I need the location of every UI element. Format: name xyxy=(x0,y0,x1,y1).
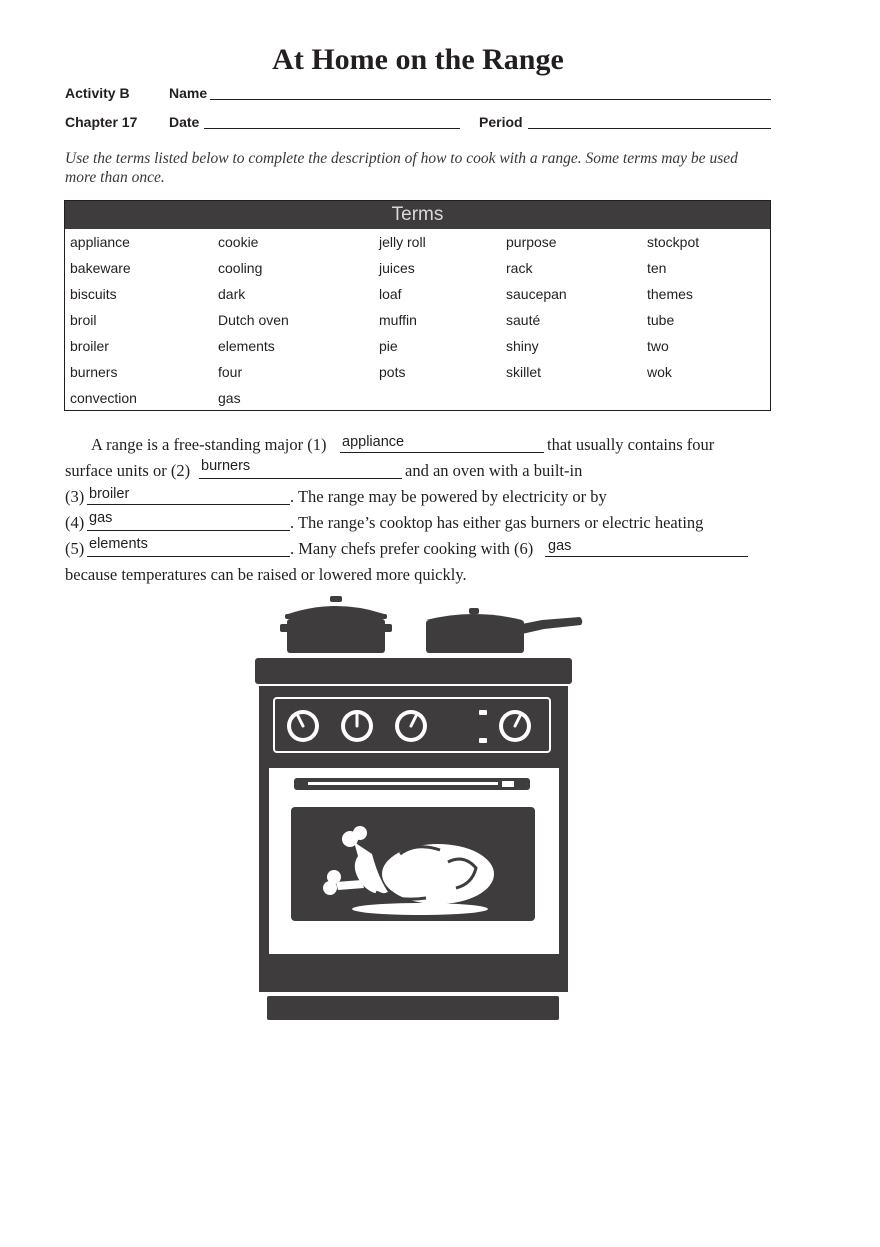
page-title: At Home on the Range xyxy=(272,43,564,76)
name-field[interactable] xyxy=(210,99,771,100)
answer-blank-1[interactable] xyxy=(340,452,544,453)
answer-3: broiler xyxy=(89,486,130,502)
date-label: Date xyxy=(169,114,200,130)
passage-line-2b: and an oven with a built-in xyxy=(405,461,583,480)
stockpot-lid xyxy=(288,606,384,614)
passage-line-3a: (3) xyxy=(65,487,85,506)
stockpot-handle-right xyxy=(383,624,392,632)
stockpot-body xyxy=(287,619,385,653)
term-item: Dutch oven xyxy=(218,312,289,328)
term-item: pots xyxy=(379,364,406,380)
terms-heading: Terms xyxy=(65,201,770,229)
term-item: cooling xyxy=(218,260,263,276)
term-item: muffin xyxy=(379,312,417,328)
term-item: ten xyxy=(647,260,667,276)
answer-blank-4[interactable] xyxy=(87,530,290,531)
term-item: biscuits xyxy=(70,286,117,302)
term-item: broil xyxy=(70,312,97,328)
passage-line-1b: that usually contains four xyxy=(547,435,715,454)
platter xyxy=(352,903,488,915)
oven-base-drawer xyxy=(267,996,559,1020)
passage-line-3b: . The range may be powered by electricity or by xyxy=(290,487,607,506)
passage-line-2a: surface units or (2) xyxy=(65,461,191,480)
term-item: wok xyxy=(647,364,672,380)
period-field[interactable] xyxy=(528,128,771,129)
answer-2: burners xyxy=(201,458,251,474)
term-item: loaf xyxy=(379,286,402,302)
answer-5: elements xyxy=(89,536,148,552)
stove-icon xyxy=(250,592,590,1024)
stockpot-rim xyxy=(285,614,387,619)
term-item: pie xyxy=(379,338,398,354)
answer-blank-2[interactable] xyxy=(199,478,402,479)
term-item: stockpot xyxy=(647,234,700,250)
saucepan-lid xyxy=(426,614,522,620)
saucepan-body xyxy=(426,620,524,653)
indicator-light-2 xyxy=(479,738,487,743)
term-item: burners xyxy=(70,364,118,380)
cooktop xyxy=(255,658,572,684)
turkey-body xyxy=(382,844,494,904)
term-item: cookie xyxy=(218,234,259,250)
answer-blank-3[interactable] xyxy=(87,504,290,505)
name-label: Name xyxy=(169,85,208,101)
saucepan-lid-knob xyxy=(469,608,479,614)
stockpot-handle-left xyxy=(280,624,289,632)
term-item: rack xyxy=(506,260,533,276)
date-field[interactable] xyxy=(204,128,460,129)
answer-4: gas xyxy=(89,510,113,526)
passage-line-4b: . The range’s cooktop has either gas burners or electric heating xyxy=(290,513,704,532)
term-item: tube xyxy=(647,312,675,328)
term-item: shiny xyxy=(506,338,539,354)
term-item: four xyxy=(218,364,243,380)
passage-line-5b: . Many chefs prefer cooking with (6) xyxy=(290,539,534,558)
term-item: juices xyxy=(379,260,415,276)
period-label: Period xyxy=(479,114,523,130)
answer-1: appliance xyxy=(342,434,405,450)
term-item: dark xyxy=(218,286,246,302)
term-item: purpose xyxy=(506,234,557,250)
term-item: two xyxy=(647,338,669,354)
term-item: saucepan xyxy=(506,286,567,302)
indicator-light-1 xyxy=(479,710,487,715)
term-item: bakeware xyxy=(70,260,131,276)
passage-line-1a: A range is a free-standing major (1) xyxy=(91,435,327,454)
term-item: convection xyxy=(70,390,137,406)
term-item: broiler xyxy=(70,338,109,354)
answer-6: gas xyxy=(548,538,572,554)
term-item: themes xyxy=(647,286,693,302)
answer-blank-5[interactable] xyxy=(87,556,290,557)
terms-box xyxy=(64,200,771,411)
term-item: skillet xyxy=(506,364,542,380)
term-item: appliance xyxy=(70,234,130,250)
term-item: sauté xyxy=(506,312,541,328)
answer-blank-6[interactable] xyxy=(545,556,748,557)
passage-line-6: because temperatures can be raised or lowered more quickly. xyxy=(65,565,467,584)
term-item: gas xyxy=(218,390,241,406)
passage-line-4a: (4) xyxy=(65,513,85,532)
passage-line-5a: (5) xyxy=(65,539,85,558)
activity-label: Activity B xyxy=(65,85,130,101)
instructions: Use the terms listed below to complete the description of how to cook with a range. Some terms may be used more than once. xyxy=(65,150,738,186)
saucepan-handle xyxy=(522,617,582,634)
stockpot-lid-knob xyxy=(330,596,342,602)
chapter-label: Chapter 17 xyxy=(65,114,138,130)
term-item: jelly roll xyxy=(379,234,426,250)
term-item: elements xyxy=(218,338,275,354)
